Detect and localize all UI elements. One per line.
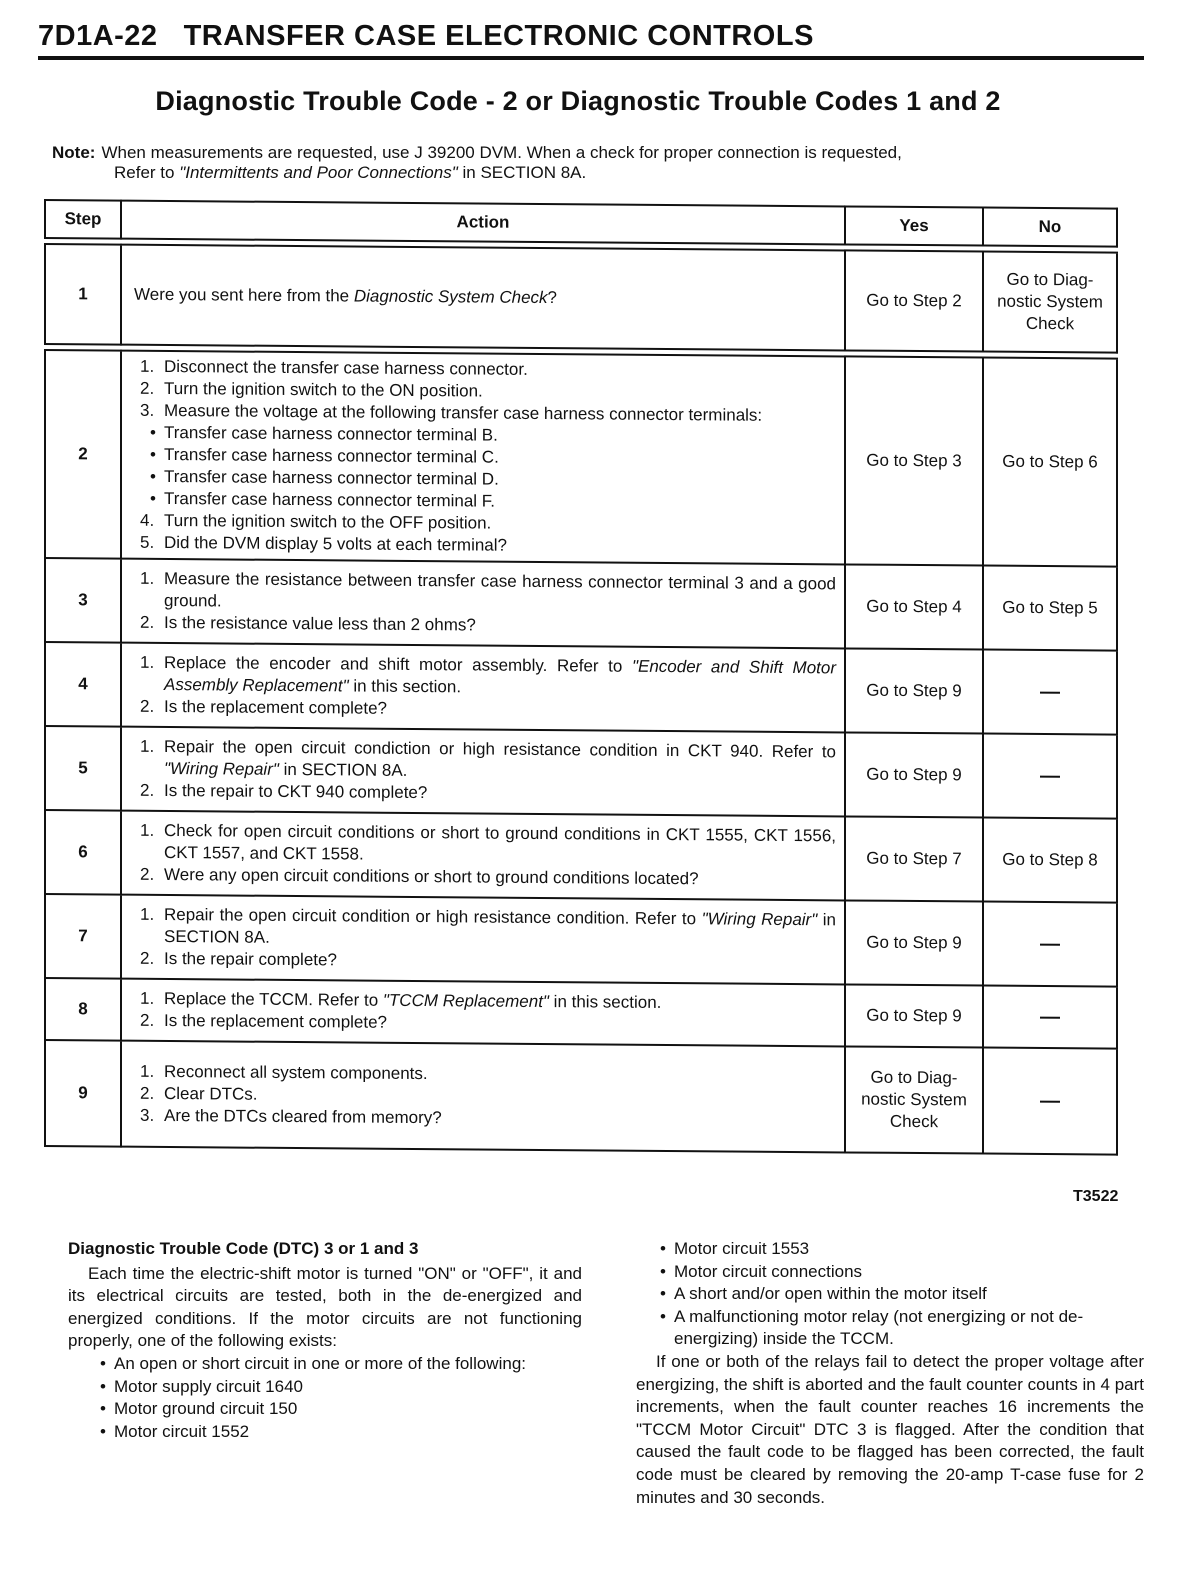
list-item: • Motor circuit 1552 bbox=[68, 1421, 582, 1444]
section-paragraph: If one or both of the relays fail to detect the proper voltage after energizing, the shift is aborted and the fault counter counts in 4 part increments, when the fault counter reaches 16 increments the "TCCM Motor Circuit" DTC 3 is flagged. After the condition that caused the fault code to be flagged has been corrected, the fault code must be cleared by removing the 20-amp T-case fuse for 2 minutes and 30 seconds. bbox=[636, 1351, 1144, 1507]
action-item: 1. Reconnect all system components. bbox=[140, 1061, 428, 1084]
action-item: 1. Disconnect the transfer case harness connector. bbox=[140, 356, 528, 379]
terminal-item: • Transfer case harness connector terminal F. bbox=[134, 488, 836, 516]
action-item: 1. Repair the open circuit condiction or high resistance condition in CKT 940. Refer to "Wiring Repair" in SECTION 8A. bbox=[140, 736, 836, 780]
step-action bbox=[121, 1041, 845, 1153]
header-step: Step bbox=[45, 200, 121, 239]
action-item: 2. Is the repair complete? bbox=[140, 948, 337, 970]
action-item-text: Clear DTCs. bbox=[164, 1083, 258, 1104]
action-item: 5. Did the DVM display 5 volts at each terminal? bbox=[140, 532, 507, 555]
action-reference: Diagnostic System Check bbox=[353, 286, 548, 308]
action-item: 1. Replace the encoder and shift motor assembly. Refer to "Encoder and Shift Motor Assembly Replacement" in this section. bbox=[140, 652, 836, 697]
header-action: Action bbox=[121, 201, 845, 245]
yes-outcome: Go to Step 9 bbox=[845, 732, 983, 817]
action-item-text: Check for open circuit conditions or short to ground conditions in CKT 1555, CKT 1556, CKT 1557, and CKT 1558. bbox=[164, 820, 836, 864]
action-item-text: Is the repair complete? bbox=[164, 948, 337, 970]
action-item: 1. Check for open circuit conditions or short to ground conditions in CKT 1555, CKT 1556, CKT 1557, and CKT 1558. bbox=[140, 820, 836, 864]
section-paragraph: Each time the electric-shift motor is turned "ON" or "OFF", it and its electrical circuits are tested, both in the de-energized and energized conditions. If the motor circuits are not functioning properly, one of the following exists: bbox=[68, 1263, 582, 1351]
action-reference: "Encoder and Shift Motor Assembly Replacement" bbox=[164, 656, 836, 696]
table-row bbox=[45, 894, 1117, 987]
table-row bbox=[45, 726, 1117, 819]
step-action bbox=[121, 979, 845, 1047]
yes-outcome: Go to Step 3 bbox=[845, 356, 983, 565]
terminal-item: • Transfer case harness connector terminal B. bbox=[134, 422, 836, 450]
yes-outcome: Go to Step 9 bbox=[845, 984, 983, 1047]
list-item: • A short and/or open within the motor itself bbox=[636, 1283, 1144, 1306]
action-item-text: Reconnect all system components. bbox=[164, 1061, 428, 1084]
no-outcome: Go to Step 8 bbox=[983, 818, 1117, 903]
terminal-item: • Transfer case harness connector terminal C. bbox=[134, 444, 836, 472]
step-action bbox=[121, 895, 845, 985]
note-label: Note: bbox=[52, 143, 96, 162]
fault-list-continued bbox=[636, 1238, 1144, 1351]
action-item: 2. Is the resistance value less than 2 ohms? bbox=[140, 612, 476, 635]
no-outcome: Go to Step 6 bbox=[983, 358, 1117, 567]
table-row bbox=[45, 558, 1117, 651]
no-outcome: — bbox=[983, 650, 1117, 735]
step-number: 2 bbox=[45, 350, 121, 559]
note bbox=[52, 143, 1142, 183]
action-item-text: Measure the voltage at the following transfer case harness connector terminals: bbox=[164, 400, 763, 425]
action-item-text: Turn the ignition switch to the ON position. bbox=[164, 378, 483, 401]
step-number: 3 bbox=[45, 558, 121, 643]
action-item-text: Measure the resistance between transfer case harness connector terminal 3 and a good ground. bbox=[164, 568, 836, 611]
no-outcome: — bbox=[983, 902, 1117, 987]
action-item: 1. Measure the resistance between transfer case harness connector terminal 3 and a good ground. bbox=[140, 568, 836, 611]
table-code: T3522 bbox=[1073, 1188, 1119, 1205]
table-row bbox=[45, 1040, 1117, 1155]
list-item: • A malfunctioning motor relay (not energizing or not de-energizing) inside the TCCM. bbox=[636, 1306, 1144, 1351]
section-header bbox=[38, 18, 1144, 54]
section-title: TRANSFER CASE ELECTRONIC CONTROLS bbox=[183, 20, 814, 52]
no-outcome: Go to Step 5 bbox=[983, 566, 1117, 651]
action-reference: "TCCM Replacement" bbox=[382, 990, 549, 1012]
action-item: 4. Turn the ignition switch to the OFF position. bbox=[140, 510, 492, 533]
step-action bbox=[121, 559, 845, 649]
step-number: 6 bbox=[45, 810, 121, 895]
no-outcome: — bbox=[983, 1048, 1117, 1155]
action-item-text: Turn the ignition switch to the OFF position. bbox=[164, 510, 492, 533]
action-item-text: Is the replacement complete? bbox=[164, 1010, 388, 1032]
list-item: • Motor ground circuit 150 bbox=[68, 1398, 582, 1421]
action-item: 2. Clear DTCs. bbox=[140, 1083, 258, 1104]
action-item-text: Were any open circuit conditions or short to ground conditions located? bbox=[164, 864, 699, 889]
action-item-text: in SECTION 8A. bbox=[278, 759, 408, 780]
list-item: • Motor circuit connections bbox=[636, 1261, 1144, 1284]
section-heading: Diagnostic Trouble Code (DTC) 3 or 1 and 3 bbox=[68, 1239, 419, 1258]
action-item-text: in this section. bbox=[348, 676, 462, 697]
action-item-text: Repair the open circuit condition or high resistance condition. Refer to bbox=[164, 904, 702, 929]
no-outcome: — bbox=[983, 986, 1117, 1049]
action-item: 3. Are the DTCs cleared from memory? bbox=[140, 1105, 442, 1128]
note-text-2c: in SECTION 8A. bbox=[457, 163, 587, 182]
action-item: 2. Is the repair to CKT 940 complete? bbox=[140, 780, 428, 803]
diagnostic-table bbox=[44, 199, 1118, 1156]
list-item: • Motor circuit 1553 bbox=[636, 1238, 1144, 1261]
step-number: 5 bbox=[45, 726, 121, 811]
fault-list bbox=[68, 1353, 582, 1443]
page-header bbox=[38, 18, 1144, 54]
action-reference: "Wiring Repair" bbox=[164, 758, 279, 779]
right-column bbox=[636, 1238, 1144, 1509]
table-row bbox=[45, 810, 1117, 903]
action-item-text: Repair the open circuit condiction or high resistance condition in CKT 940. Refer to bbox=[164, 736, 836, 762]
action-item-text: Did the DVM display 5 volts at each terminal? bbox=[164, 532, 507, 555]
action-item-text: Disconnect the transfer case harness connector. bbox=[164, 356, 528, 379]
left-column bbox=[68, 1238, 582, 1443]
yes-outcome: Go to Step 9 bbox=[845, 648, 983, 733]
action-item-text: in SECTION 8A. bbox=[164, 910, 836, 947]
table-row bbox=[45, 350, 1117, 567]
list-item: • Motor supply circuit 1640 bbox=[68, 1376, 582, 1399]
action-item: 1. Repair the open circuit condition or high resistance condition. Refer to "Wiring Repair" in SECTION 8A. bbox=[140, 904, 836, 947]
action-item-text: Is the resistance value less than 2 ohms? bbox=[164, 612, 476, 635]
action-item: 1. Replace the TCCM. Refer to "TCCM Replacement" in this section. bbox=[140, 988, 662, 1012]
step-number: 9 bbox=[45, 1040, 121, 1147]
action-item: 2. Is the replacement complete? bbox=[140, 1010, 388, 1032]
yes-outcome: Go to Step 4 bbox=[845, 564, 983, 649]
note-text-2a: Refer to bbox=[114, 163, 180, 182]
action-text: ? bbox=[547, 288, 558, 308]
step-action bbox=[121, 727, 845, 817]
step-action bbox=[121, 811, 845, 901]
step-number: 4 bbox=[45, 642, 121, 727]
list-item: • An open or short circuit in one or more of the following: bbox=[68, 1353, 582, 1376]
yes-outcome: Go to Step 9 bbox=[845, 900, 983, 985]
action-item: 2. Is the replacement complete? bbox=[140, 696, 388, 718]
step-action bbox=[121, 351, 845, 565]
action-item-text: in this section. bbox=[548, 992, 662, 1012]
action-item: 2. Turn the ignition switch to the ON position. bbox=[140, 378, 483, 401]
table-row bbox=[45, 642, 1117, 735]
step-action bbox=[121, 643, 845, 733]
page-title: Diagnostic Trouble Code - 2 or Diagnostic Trouble Codes 1 and 2 bbox=[155, 86, 1001, 116]
action-item-text: Are the DTCs cleared from memory? bbox=[164, 1105, 442, 1128]
yes-outcome: Go to Diag-nostic System Check bbox=[845, 1046, 983, 1153]
header-no: No bbox=[983, 208, 1117, 247]
no-outcome: Go to Diag-nostic System Check bbox=[983, 252, 1117, 353]
action-item-text: Replace the encoder and shift motor assembly. Refer to bbox=[164, 652, 632, 676]
action-item: 3. Measure the voltage at the following transfer case harness connector terminals: bbox=[140, 400, 763, 425]
no-outcome: — bbox=[983, 734, 1117, 819]
step-number: 7 bbox=[45, 894, 121, 979]
action-item: 2. Were any open circuit conditions or short to ground conditions located? bbox=[140, 864, 699, 889]
terminal-item: • Transfer case harness connector terminal D. bbox=[134, 466, 836, 494]
step-action bbox=[121, 245, 845, 351]
action-item-text: Replace the TCCM. Refer to bbox=[164, 988, 383, 1010]
header-rule bbox=[38, 56, 1144, 60]
table-row bbox=[45, 978, 1117, 1049]
yes-outcome: Go to Step 7 bbox=[845, 816, 983, 901]
note-text-1: When measurements are requested, use J 39200 DVM. When a check for proper connection is requested, bbox=[101, 143, 902, 162]
header-yes: Yes bbox=[845, 206, 983, 245]
action-reference: "Wiring Repair" bbox=[701, 909, 818, 930]
action-text: Were you sent here from the bbox=[134, 284, 354, 306]
step-number: 1 bbox=[45, 244, 121, 345]
action-item-text: Is the repair to CKT 940 complete? bbox=[164, 780, 428, 803]
note-reference: "Intermittents and Poor Connections" bbox=[179, 163, 458, 182]
yes-outcome: Go to Step 2 bbox=[845, 250, 983, 351]
action-item-text: Is the replacement complete? bbox=[164, 696, 388, 718]
step-number: 8 bbox=[45, 978, 121, 1041]
table-row bbox=[45, 244, 1117, 353]
page-code: 7D1A-22 bbox=[38, 20, 158, 52]
